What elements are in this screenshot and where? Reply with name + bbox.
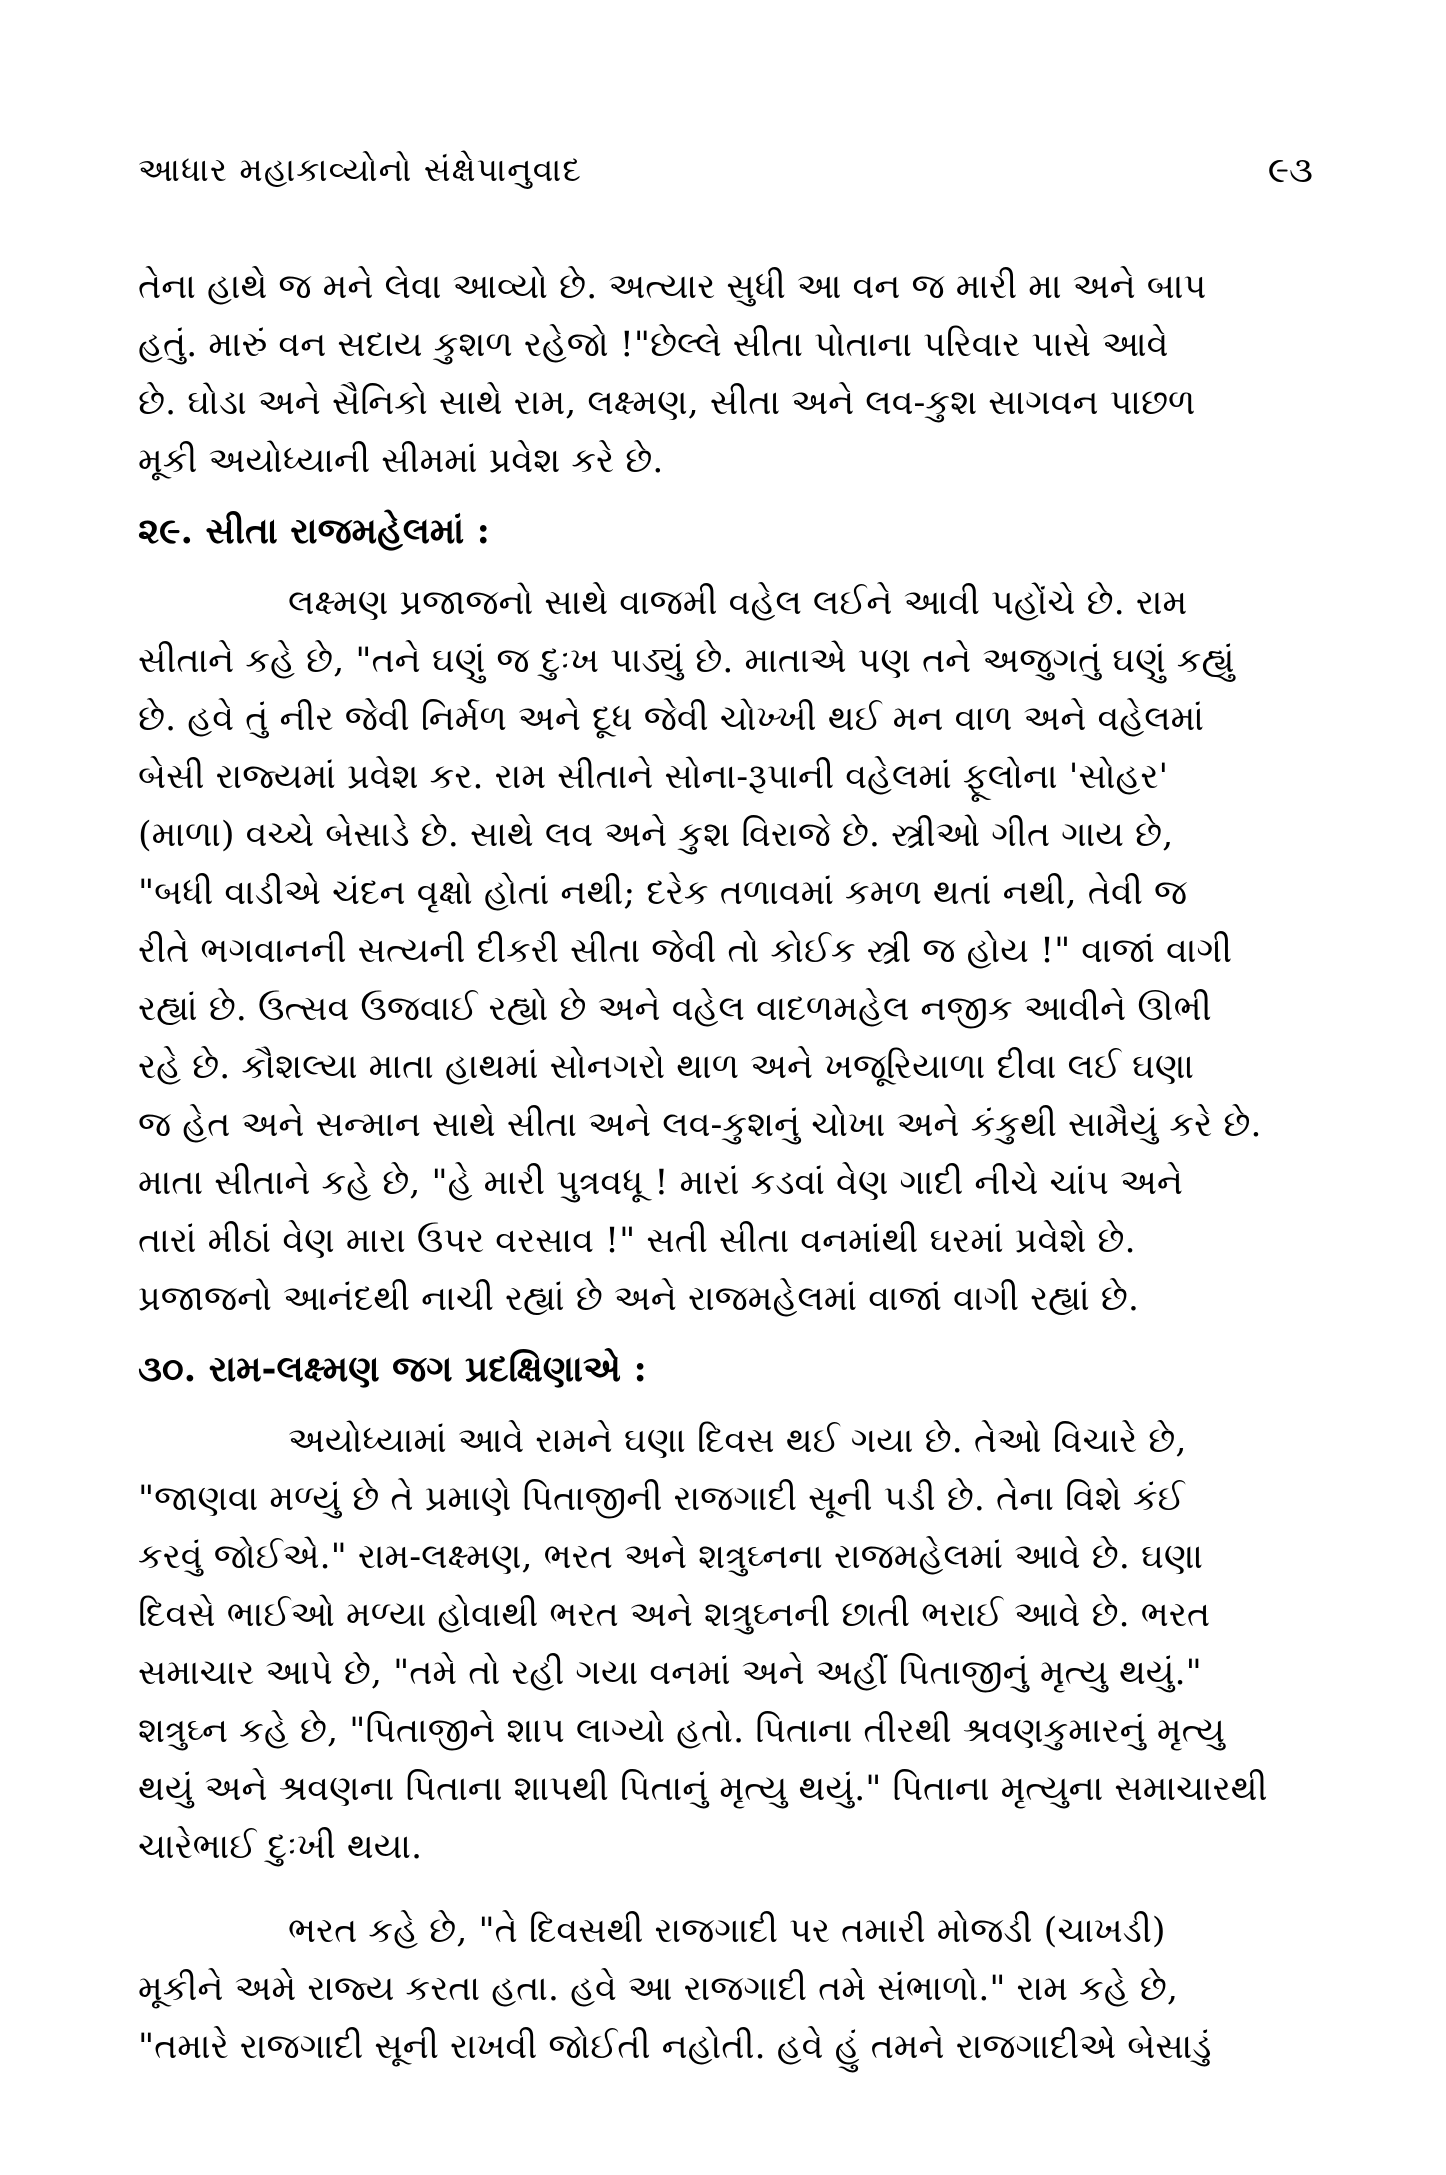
body-text bbox=[138, 258, 1313, 2076]
section-heading-30: ૩૦. રામ-લક્ષ્મણ જગ પ્રદક્ષિણાએ : bbox=[138, 1348, 647, 1390]
text-line: "તમારે રાજગાદી સૂની રાખવી જોઈતી નહોતી. હવે હું તમને રાજગાદીએ બેસાડું bbox=[138, 2027, 1212, 2067]
text-line: માતા સીતાને કહે છે, "હે મારી પુત્રવધૂ ! મારાં કડવાં વેણ ગાદી નીચે ચાંપ અને bbox=[138, 1163, 1183, 1203]
section-30-paragraph-b bbox=[138, 1902, 1313, 2076]
text-line: રહે છે. કૌશલ્યા માતા હાથમાં સોનગરો થાળ અને ખજૂરિયાળા દીવા લઈ ઘણા bbox=[138, 1047, 1195, 1087]
text-line: મૂકી અયોધ્યાની સીમમાં પ્રવેશ કરે છે. bbox=[138, 441, 664, 481]
text-line: (માળા) વચ્ચે બેસાડે છે. સાથે લવ અને કુશ વિરાજે છે. સ્ત્રીઓ ગીત ગાય છે, bbox=[138, 815, 1174, 855]
text-line: રીતે ભગવાનની સત્યની દીકરી સીતા જેવી તો કોઈક સ્ત્રી જ હોય !" વાજાં વાગી bbox=[138, 931, 1233, 971]
text-line: થયું અને શ્રવણના પિતાના શાપથી પિતાનું મૃત્યુ થયું." પિતાના મૃત્યુના સમાચારથી bbox=[138, 1769, 1268, 1809]
section-29-paragraph bbox=[138, 574, 1313, 1328]
section-30-paragraph-a bbox=[138, 1412, 1313, 1876]
text-line: રહ્યાં છે. ઉત્સવ ઉજવાઈ રહ્યો છે અને વહેલ વાદળમહેલ નજીક આવીને ઊભી bbox=[138, 989, 1212, 1029]
section-heading-29: ૨૯. સીતા રાજમહેલમાં : bbox=[138, 510, 490, 552]
text-line: "જાણવા મળ્યું છે તે પ્રમાણે પિતાજીની રાજગાદી સૂની પડી છે. તેના વિશે કંઈ bbox=[138, 1479, 1185, 1519]
text-line: ચારેભાઈ દુઃખી થયા. bbox=[138, 1827, 423, 1867]
text-line: લક્ષ્મણ પ્રજાજનો સાથે વાજમી વહેલ લઈને આવી પહોંચે છે. રામ bbox=[288, 583, 1188, 623]
text-line: "બધી વાડીએ ચંદન વૃક્ષો હોતાં નથી; દરેક તળાવમાં કમળ થતાં નથી, તેવી જ bbox=[138, 873, 1188, 913]
running-header bbox=[138, 150, 1313, 210]
page-number: ૯૩ bbox=[1267, 150, 1313, 191]
text-line: છે. ઘોડા અને સૈનિકો સાથે રામ, લક્ષ્મણ, સીતા અને લવ-કુશ સાગવન પાછળ bbox=[138, 383, 1196, 423]
text-line: સમાચાર આપે છે, "તમે તો રહી ગયા વનમાં અને અહીં પિતાજીનું મૃત્યુ થયું." bbox=[138, 1653, 1202, 1693]
text-line: પ્રજાજનો આનંદથી નાચી રહ્યાં છે અને રાજમહેલમાં વાજાં વાગી રહ્યાં છે. bbox=[138, 1279, 1139, 1319]
text-line: છે. હવે તું નીર જેવી નિર્મળ અને દૂધ જેવી ચોખ્ખી થઈ મન વાળ અને વહેલમાં bbox=[138, 699, 1204, 739]
paragraph-spacer bbox=[138, 1876, 1313, 1902]
text-line: દિવસે ભાઈઓ મળ્યા હોવાથી ભરત અને શત્રુઘ્નની છાતી ભરાઈ આવે છે. ભરત bbox=[138, 1595, 1211, 1635]
text-line: બેસી રાજ્યમાં પ્રવેશ કર. રામ સીતાને સોના-રૂપાની વહેલમાં ફૂલોના 'સોહર' bbox=[138, 757, 1169, 797]
text-line: શત્રુઘ્ન કહે છે, "પિતાજીને શાપ લાગ્યો હતો. પિતાના તીરથી શ્રવણકુમારનું મૃત્યુ bbox=[138, 1711, 1225, 1751]
text-line: મૂકીને અમે રાજ્ય કરતા હતા. હવે આ રાજગાદી તમે સંભાળો." રામ કહે છે, bbox=[138, 1969, 1178, 2009]
text-line: ભરત કહે છે, "તે દિવસથી રાજગાદી પર તમારી મોજડી (ચાખડી) bbox=[288, 1911, 1166, 1951]
text-line: કરવું જોઈએ." રામ-લક્ષ્મણ, ભરત અને શત્રુઘ્નના રાજમહેલમાં આવે છે. ઘણા bbox=[138, 1537, 1203, 1577]
text-line: હતું. મારું વન સદાય કુશળ રહેજો !"છેલ્લે સીતા પોતાના પરિવાર પાસે આવે bbox=[138, 325, 1169, 365]
text-line: સીતાને કહે છે, "તને ઘણું જ દુઃખ પાડ્યું છે. માતાએ પણ તને અજુગતું ઘણું કહ્યું bbox=[138, 641, 1235, 681]
text-line: અયોધ્યામાં આવે રામને ઘણા દિવસ થઈ ગયા છે. તેઓ વિચારે છે, bbox=[288, 1421, 1187, 1461]
paragraph-continuation bbox=[138, 258, 1313, 490]
text-line: તેના હાથે જ મને લેવા આવ્યો છે. અત્યાર સુધી આ વન જ મારી મા અને બાપ bbox=[138, 267, 1207, 307]
text-line: જ હેત અને સન્માન સાથે સીતા અને લવ-કુશનું ચોખા અને કંકુથી સામૈયું કરે છે. bbox=[138, 1105, 1262, 1145]
text-line: તારાં મીઠાં વેણ મારા ઉપર વરસાવ !" સતી સીતા વનમાંથી ઘરમાં પ્રવેશે છે. bbox=[138, 1221, 1136, 1261]
running-title: આધાર મહાકાવ્યોનો સંક્ષેપાનુવાદ bbox=[138, 150, 582, 189]
